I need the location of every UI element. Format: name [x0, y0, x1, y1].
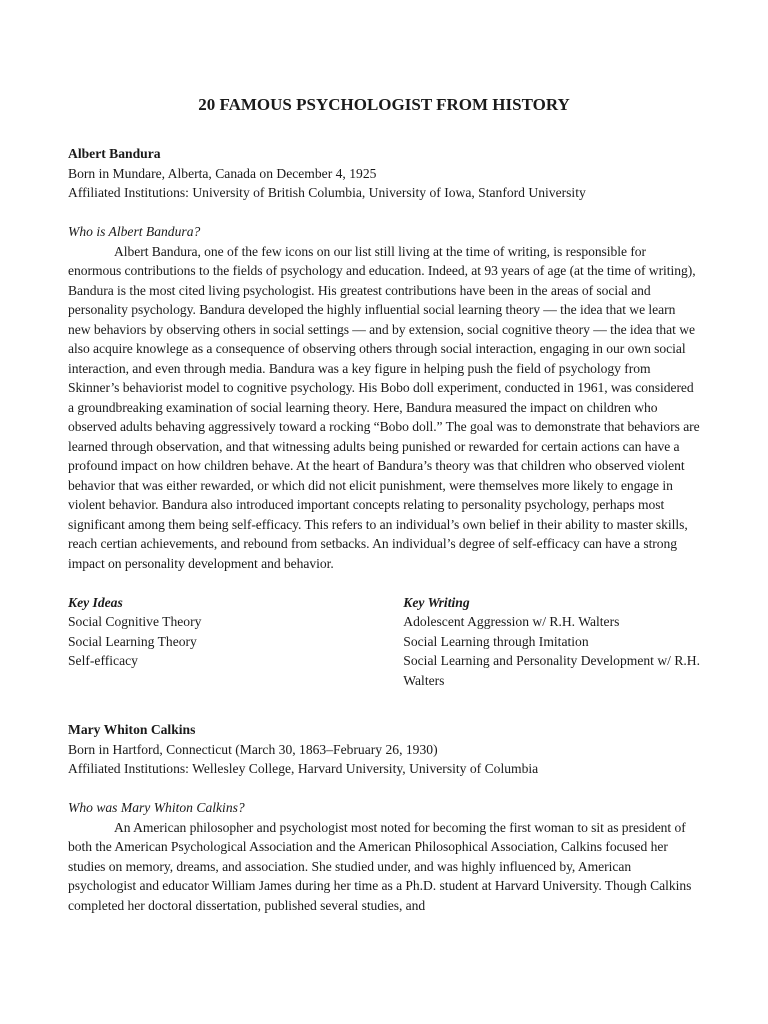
- key-idea-item: Self-efficacy: [68, 653, 138, 668]
- entry-mary-whiton-calkins: [68, 720, 700, 915]
- key-ideas-table: [68, 593, 700, 691]
- key-writing-item: Adolescent Aggression w/ R.H. Walters: [403, 614, 620, 629]
- key-idea-item: Social Learning Theory: [68, 633, 197, 649]
- key-writing-item: Social Learning through Imitation: [403, 633, 589, 649]
- birth-info: Born in Mundare, Alberta, Canada on December 4, 1925: [68, 165, 377, 181]
- affiliated-institutions: Affiliated Institutions: Wellesley College, Harvard University, University of Columbia: [68, 761, 539, 776]
- psychologist-name: Mary Whiton Calkins: [68, 722, 196, 737]
- key-ideas-heading: Key Ideas: [68, 594, 123, 610]
- psychologist-name: Albert Bandura: [68, 146, 161, 161]
- entry-albert-bandura: [68, 144, 700, 690]
- affiliated-institutions: Affiliated Institutions: University of British Columbia, University of Iowa, Stanford University: [68, 185, 586, 200]
- section-question: Who was Mary Whiton Calkins?: [68, 800, 245, 815]
- birth-info: Born in Hartford, Connecticut (March 30, 1863–February 26, 1930): [68, 741, 438, 757]
- key-writing-column: [403, 593, 700, 691]
- key-writing-heading: Key Writing: [403, 594, 470, 610]
- biography-paragraph: Albert Bandura, one of the few icons on our list still living at the time of writing, is responsible for enormous contributions to the fields of psychology and education. Indeed, at 93 years of age (at the time of writing), Bandura is the most cited living psychologist. His greatest contributions have been in the areas of social and personality psychology. Bandura developed the highly influential social learning theory — the idea that we learn new behaviors by observing others in social settings — and by extension, social cognitive theory — the idea that we also acquire knowlege as a consequence of observing others through social interaction, engaging in our own social interaction, and even through media. Bandura was a key figure in helping push the field of psychology from Skinner’s behaviorist model to cognitive psychology. His Bobo doll experiment, conducted in 1961, was considered a groundbreaking examination of social learning theory. Here, Bandura measured the impact on children who observed adults behaving aggressively toward a rocking “Bobo doll.” The goal was to demonstrate that behaviors are learned through observation, and that witnessing adults being punished or rewarded for certain actions can have a profound impact on how children behave. At the heart of Bandura’s theory was that children who observed violent behavior that was either rewarded, or which did not elicit punishment, were themselves more likely to engage in violent behavior. Bandura also introduced important concepts relating to personality psychology, perhaps most significant among them being self-efficacy. This refers to an individual’s own belief in their ability to master skills, reach certian achievements, and rebound from setbacks. An individual’s degree of self-efficacy can have a strong impact on personality development and behavior.: [68, 243, 700, 571]
- document-title: 20 FAMOUS PSYCHOLOGIST FROM HISTORY: [198, 95, 570, 114]
- biography-paragraph: An American philosopher and psychologist most noted for becoming the first woman to sit as president of both the American Psychological Association and the American Philosophical Association, Calkins focused her studies on memory, dreams, and association. She studied under, and was highly influenced by, American psychologist and educator William James during her time as a Ph.D. student at Harvard University. Though Calkins completed her doctoral dissertation, published several studies, and: [68, 819, 692, 913]
- section-question: Who is Albert Bandura?: [68, 224, 201, 239]
- key-ideas-column: [68, 593, 403, 691]
- key-writing-item: Social Learning and Personality Development w/ R.H. Walters: [403, 653, 701, 688]
- key-idea-item: Social Cognitive Theory: [68, 614, 202, 629]
